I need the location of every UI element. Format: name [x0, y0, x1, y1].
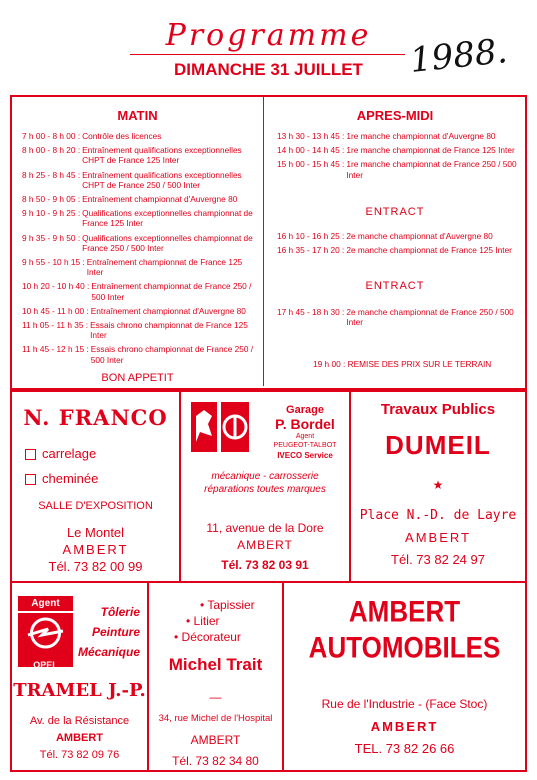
schedule-time: 8 h 50 - 9 h 05 : [22, 194, 81, 205]
bordel-tel: Tél. 73 82 03 91 [221, 558, 309, 572]
schedule-description: 2e manche championnat de France 125 Inter [346, 245, 512, 256]
ambert-auto-tel: TEL. 73 82 26 66 [354, 741, 455, 756]
opel-logo-icon [18, 613, 73, 670]
dumeil-tel: Tél. 73 82 24 97 [391, 552, 485, 567]
schedule-time: 16 h 35 - 17 h 20 : [277, 245, 345, 256]
apresmidi-block1 [277, 131, 517, 184]
schedule-time: 8 h 25 - 8 h 45 : [22, 169, 81, 180]
franco-item-carrelage: carrelage [25, 446, 96, 461]
schedule-time: 9 h 10 - 9 h 25 : [22, 208, 81, 219]
schedule-description: Qualifications exceptionnelles championnat de France 125 Inter [82, 208, 253, 229]
entract-1: ENTRACT [365, 206, 425, 218]
schedule-description: Contrôle des licences [82, 131, 162, 141]
entract-2: ENTRACT [365, 280, 425, 292]
bordel-agent: Agent [295, 433, 315, 440]
schedule-description: 1re manche championnat d'Auvergne 80 [346, 131, 496, 141]
franco-town: AMBERT [62, 542, 129, 557]
dumeil-line1: Travaux Publics [380, 401, 496, 418]
schedule-row [22, 281, 258, 301]
tramel-town: AMBERT [55, 732, 104, 744]
schedule-time: 14 h 00 - 14 h 45 : [277, 145, 345, 156]
schedule-row [277, 145, 517, 155]
ambert-auto-line2: AUTOMOBILES [308, 629, 501, 665]
bordel-services-1: mécanique - carrosserie [211, 471, 319, 482]
schedule-time: 11 h 45 - 12 h 15 : [22, 344, 89, 355]
schedule-description: Entraînement championnat de France 250 / 500 Inter [91, 281, 252, 302]
trait-service-3: • Décorateur [174, 630, 241, 644]
schedule-description: 1re manche championnat de France 125 Inter [346, 145, 515, 156]
schedule-description: 2e manche championnat de France 250 / 500 Inter [346, 307, 514, 328]
bordel-brand-1: PEUGEOT-TALBOT [273, 442, 337, 449]
schedule-time: 9 h 35 - 9 h 50 : [22, 232, 81, 243]
schedule-description: Entraînement qualifications exceptionnelles CHPT de France 125 Inter [82, 145, 242, 166]
schedule-time: 13 h 30 - 13 h 45 : [277, 131, 345, 141]
schedule-description: Entraînement championnat d'Auvergne 80 [82, 194, 238, 205]
schedule-time: 17 h 45 - 18 h 30 : [277, 307, 345, 317]
schedule-row [277, 231, 517, 241]
star-icon: ★ [432, 478, 444, 492]
schedule-time: 15 h 00 - 15 h 45 : [277, 159, 345, 170]
dumeil-address: Place N.-D. de Layre [359, 508, 517, 523]
apresmidi-heading: APRES-MIDI [356, 108, 434, 123]
bordel-services-2: réparations toutes marques [204, 484, 326, 495]
checkbox-icon [25, 474, 36, 485]
schedule-time: 10 h 20 - 10 h 40 : [22, 281, 90, 292]
schedule-divider [263, 97, 264, 386]
schedule-row [22, 131, 258, 141]
trait-town: AMBERT [190, 733, 241, 747]
checkbox-icon [25, 449, 36, 460]
page-title: Programme [165, 18, 372, 53]
schedule-time: 8 h 00 - 8 h 20 : [22, 145, 81, 156]
schedule-description: Essais chrono championnat de France 125 Inter [90, 320, 248, 341]
schedule-time: 16 h 10 - 16 h 25 : [277, 231, 345, 241]
trait-service-2: • Litier [186, 614, 220, 628]
dumeil-town: AMBERT [405, 530, 471, 545]
schedule-row [277, 159, 517, 179]
franco-tel: Tél. 73 82 00 99 [48, 559, 143, 574]
matin-heading: MATIN [117, 108, 158, 123]
tramel-service-1: Tôlerie [100, 605, 140, 619]
schedule-description: 2e manche championnat d'Auvergne 80 [346, 231, 493, 241]
trait-service-1: • Tapissier [200, 598, 255, 612]
apresmidi-block3 [277, 307, 517, 331]
event-date: DIMANCHE 31 JUILLET [174, 60, 363, 79]
tramel-address: Av. de la Résistance [29, 715, 130, 727]
remise-line: 19 h 00 : REMISE DES PRIX SUR LE TERRAIN [313, 359, 492, 369]
schedule-description: Entraînement qualifications exceptionnelles CHPT de France 250 / 500 Inter [82, 169, 242, 190]
franco-item-cheminee: cheminée [25, 471, 98, 486]
opel-label: OPEL [33, 660, 58, 670]
trait-address: 34, rue Michel de l'Hospital [158, 713, 273, 724]
trait-dash: — [209, 690, 222, 704]
schedule-row [22, 233, 258, 253]
schedule-row [22, 257, 258, 277]
schedule-row [277, 131, 517, 141]
schedule-row [22, 170, 258, 190]
schedule-row [277, 245, 517, 255]
bordel-town: AMBERT [237, 538, 293, 552]
bordel-address: 11, avenue de la Dore [206, 521, 324, 535]
agent-badge: Agent [18, 596, 73, 611]
schedule-row [22, 208, 258, 228]
ambert-auto-address: Rue de l'Industrie - (Face Stoc) [321, 697, 488, 711]
tramel-name: TRAMEL J.-P. [13, 680, 146, 701]
schedule-row [22, 145, 258, 165]
apresmidi-block2 [277, 231, 517, 259]
schedule-row [22, 194, 258, 204]
tramel-service-3: Mécanique [77, 645, 140, 659]
schedule-description: Qualifications exceptionnelles championnat de France 250 / 500 Inter [82, 232, 253, 253]
matin-footer: BON APPETIT [101, 372, 174, 384]
bordel-brand-2: IVECO Service [277, 451, 333, 460]
matin-list [22, 131, 258, 369]
franco-name: N. FRANCO [23, 405, 168, 430]
bordel-logo-icon [191, 402, 253, 452]
ambert-auto-town: AMBERT [370, 719, 439, 734]
dumeil-name: DUMEIL [385, 430, 491, 460]
schedule-description: 1re manche championnat de France 250 / 500 Inter [346, 159, 517, 180]
ambert-auto-line1: AMBERT [348, 593, 461, 629]
franco-place: Le Montel [66, 525, 125, 540]
bordel-name: P. Bordel [275, 416, 335, 432]
tramel-service-2: Peinture [91, 625, 140, 639]
schedule-time: 10 h 45 - 11 h 00 : [22, 305, 89, 316]
trait-tel: Tél. 73 82 34 80 [172, 754, 259, 768]
schedule-row [22, 306, 258, 316]
tramel-tel: Tél. 73 82 09 76 [39, 749, 120, 761]
handwritten-year: 1988. [408, 31, 510, 81]
title-underline [130, 54, 405, 55]
schedule-time: 9 h 55 - 10 h 15 : [22, 257, 85, 268]
bordel-garage: Garage [286, 404, 324, 416]
schedule-description: Essais chrono championnat de France 250 / 500 Inter [90, 344, 254, 365]
schedule-row [22, 320, 258, 340]
schedule-row [277, 307, 517, 327]
schedule-time: 11 h 05 - 11 h 35 : [22, 320, 89, 331]
trait-name: Michel Trait [168, 655, 263, 674]
franco-salle: SALLE D'EXPOSITION [38, 500, 153, 512]
schedule-description: Entraînement championnat d'Auvergne 80 [90, 305, 246, 316]
schedule-row [22, 344, 258, 364]
schedule-time: 7 h 00 - 8 h 00 : [22, 131, 81, 141]
schedule-description: Entraînement championnat de France 125 Inter [86, 257, 243, 278]
